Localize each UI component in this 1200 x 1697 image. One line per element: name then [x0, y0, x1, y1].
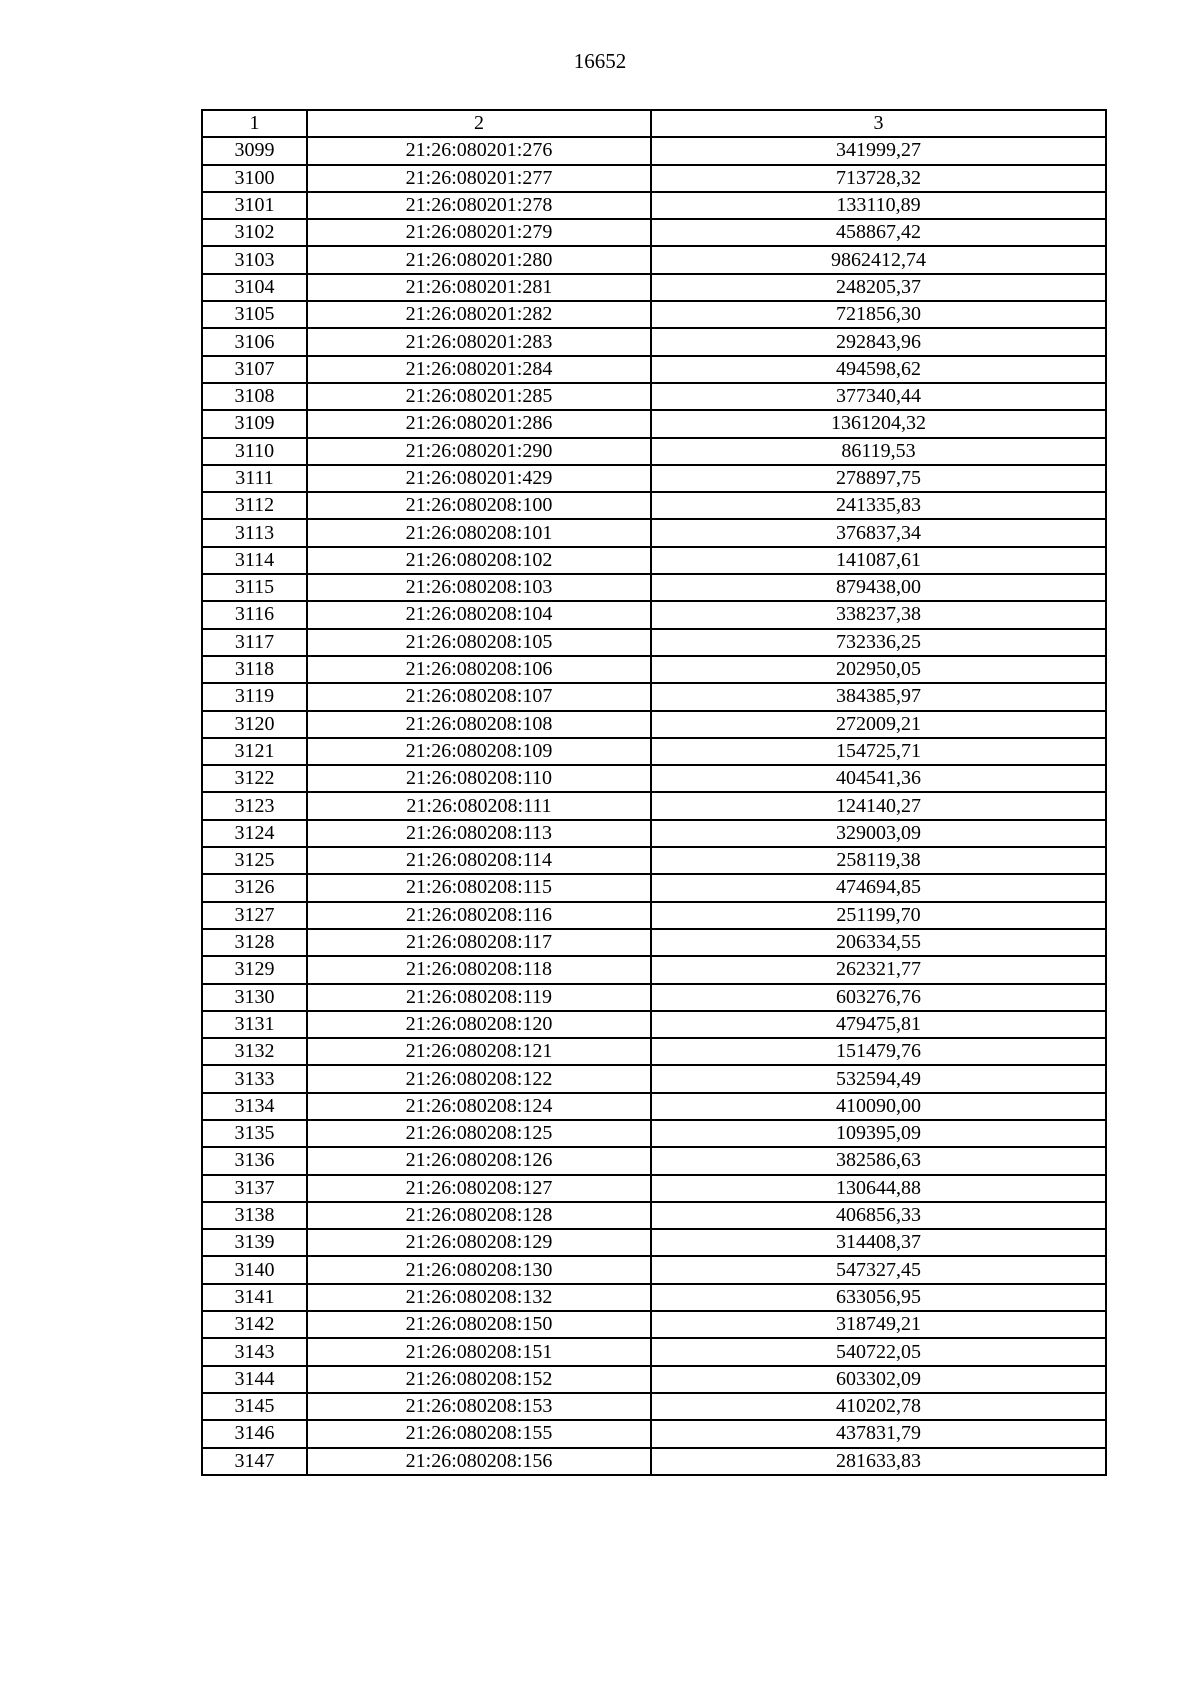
cell-cadastral-number: 21:26:080208:150 [307, 1311, 651, 1338]
cell-cadastral-number: 21:26:080208:114 [307, 847, 651, 874]
column-header-3: 3 [651, 110, 1106, 137]
cell-row-number: 3142 [202, 1311, 307, 1338]
cell-row-number: 3135 [202, 1120, 307, 1147]
cell-value: 547327,45 [651, 1256, 1106, 1283]
cell-cadastral-number: 21:26:080208:120 [307, 1011, 651, 1038]
cell-cadastral-number: 21:26:080208:118 [307, 956, 651, 983]
cell-value: 314408,37 [651, 1229, 1106, 1256]
cell-row-number: 3115 [202, 574, 307, 601]
table-row [202, 820, 1106, 847]
table-row [202, 137, 1106, 164]
table-row [202, 1311, 1106, 1338]
cell-row-number: 3117 [202, 629, 307, 656]
cell-cadastral-number: 21:26:080208:122 [307, 1065, 651, 1092]
table-row [202, 1338, 1106, 1365]
cell-value: 241335,83 [651, 492, 1106, 519]
data-table [201, 109, 1107, 1476]
cell-cadastral-number: 21:26:080201:278 [307, 192, 651, 219]
table-row [202, 328, 1106, 355]
cell-value: 206334,55 [651, 929, 1106, 956]
cell-value: 721856,30 [651, 301, 1106, 328]
cell-cadastral-number: 21:26:080201:282 [307, 301, 651, 328]
cell-row-number: 3134 [202, 1093, 307, 1120]
cell-row-number: 3127 [202, 902, 307, 929]
cell-value: 406856,33 [651, 1202, 1106, 1229]
cell-value: 133110,89 [651, 192, 1106, 219]
cell-row-number: 3104 [202, 274, 307, 301]
cell-value: 130644,88 [651, 1175, 1106, 1202]
cell-cadastral-number: 21:26:080208:125 [307, 1120, 651, 1147]
cell-value: 382586,63 [651, 1147, 1106, 1174]
cell-row-number: 3120 [202, 711, 307, 738]
cell-cadastral-number: 21:26:080201:283 [307, 328, 651, 355]
table-row [202, 492, 1106, 519]
table-row [202, 1120, 1106, 1147]
table-row [202, 1284, 1106, 1311]
table-row [202, 574, 1106, 601]
cell-value: 341999,27 [651, 137, 1106, 164]
cell-value: 474694,85 [651, 874, 1106, 901]
cell-value: 258119,38 [651, 847, 1106, 874]
cell-value: 281633,83 [651, 1448, 1106, 1475]
table-row [202, 301, 1106, 328]
cell-cadastral-number: 21:26:080208:129 [307, 1229, 651, 1256]
cell-row-number: 3105 [202, 301, 307, 328]
cell-cadastral-number: 21:26:080201:277 [307, 165, 651, 192]
cell-cadastral-number: 21:26:080208:108 [307, 711, 651, 738]
table-row [202, 165, 1106, 192]
cell-value: 603276,76 [651, 984, 1106, 1011]
table-row [202, 1366, 1106, 1393]
cell-cadastral-number: 21:26:080208:102 [307, 547, 651, 574]
cell-cadastral-number: 21:26:080201:429 [307, 465, 651, 492]
page-number: 16652 [573, 49, 627, 73]
cell-value: 540722,05 [651, 1338, 1106, 1365]
cell-value: 124140,27 [651, 792, 1106, 819]
cell-cadastral-number: 21:26:080208:152 [307, 1366, 651, 1393]
cell-row-number: 3139 [202, 1229, 307, 1256]
cell-cadastral-number: 21:26:080201:281 [307, 274, 651, 301]
cell-row-number: 3111 [202, 465, 307, 492]
cell-cadastral-number: 21:26:080208:107 [307, 683, 651, 710]
table-row [202, 711, 1106, 738]
cell-row-number: 3113 [202, 519, 307, 546]
table-row [202, 874, 1106, 901]
cell-value: 404541,36 [651, 765, 1106, 792]
cell-value: 109395,09 [651, 1120, 1106, 1147]
cell-row-number: 3124 [202, 820, 307, 847]
cell-value: 86119,53 [651, 438, 1106, 465]
cell-row-number: 3114 [202, 547, 307, 574]
table-row [202, 902, 1106, 929]
cell-row-number: 3146 [202, 1420, 307, 1447]
cell-row-number: 3143 [202, 1338, 307, 1365]
table-body [202, 137, 1106, 1475]
cell-value: 458867,42 [651, 219, 1106, 246]
cell-value: 732336,25 [651, 629, 1106, 656]
cell-row-number: 3121 [202, 738, 307, 765]
cell-value: 410202,78 [651, 1393, 1106, 1420]
cell-row-number: 3100 [202, 165, 307, 192]
table-row [202, 1175, 1106, 1202]
cell-cadastral-number: 21:26:080208:117 [307, 929, 651, 956]
cell-cadastral-number: 21:26:080208:111 [307, 792, 651, 819]
table-row [202, 1038, 1106, 1065]
cell-row-number: 3128 [202, 929, 307, 956]
table-row [202, 519, 1106, 546]
cell-cadastral-number: 21:26:080208:151 [307, 1338, 651, 1365]
cell-cadastral-number: 21:26:080208:126 [307, 1147, 651, 1174]
cell-cadastral-number: 21:26:080201:286 [307, 410, 651, 437]
table-row [202, 1448, 1106, 1475]
table-row [202, 956, 1106, 983]
cell-cadastral-number: 21:26:080208:124 [307, 1093, 651, 1120]
cell-cadastral-number: 21:26:080201:290 [307, 438, 651, 465]
table-row [202, 1011, 1106, 1038]
cell-row-number: 3102 [202, 219, 307, 246]
cell-row-number: 3132 [202, 1038, 307, 1065]
cell-value: 272009,21 [651, 711, 1106, 738]
cell-row-number: 3103 [202, 246, 307, 273]
cell-value: 713728,32 [651, 165, 1106, 192]
cell-value: 251199,70 [651, 902, 1106, 929]
cell-row-number: 3118 [202, 656, 307, 683]
cell-value: 262321,77 [651, 956, 1106, 983]
cell-row-number: 3138 [202, 1202, 307, 1229]
cell-cadastral-number: 21:26:080208:103 [307, 574, 651, 601]
table-row [202, 1202, 1106, 1229]
cell-value: 154725,71 [651, 738, 1106, 765]
cell-cadastral-number: 21:26:080208:106 [307, 656, 651, 683]
cell-row-number: 3108 [202, 383, 307, 410]
cell-row-number: 3106 [202, 328, 307, 355]
cell-cadastral-number: 21:26:080208:155 [307, 1420, 651, 1447]
cell-row-number: 3107 [202, 356, 307, 383]
table-row [202, 629, 1106, 656]
table-row [202, 1147, 1106, 1174]
cell-value: 141087,61 [651, 547, 1106, 574]
cell-row-number: 3099 [202, 137, 307, 164]
cell-row-number: 3137 [202, 1175, 307, 1202]
cell-row-number: 3131 [202, 1011, 307, 1038]
cell-row-number: 3125 [202, 847, 307, 874]
table-row [202, 465, 1106, 492]
table-row [202, 192, 1106, 219]
table-row [202, 438, 1106, 465]
cell-row-number: 3130 [202, 984, 307, 1011]
cell-value: 603302,09 [651, 1366, 1106, 1393]
table-row [202, 274, 1106, 301]
cell-row-number: 3119 [202, 683, 307, 710]
table-row [202, 1229, 1106, 1256]
cell-value: 329003,09 [651, 820, 1106, 847]
table-row [202, 929, 1106, 956]
table-row [202, 683, 1106, 710]
cell-row-number: 3133 [202, 1065, 307, 1092]
column-header-1: 1 [202, 110, 307, 137]
table-row [202, 383, 1106, 410]
cell-cadastral-number: 21:26:080208:100 [307, 492, 651, 519]
table-header-row [202, 110, 1106, 137]
cell-row-number: 3123 [202, 792, 307, 819]
cell-cadastral-number: 21:26:080208:101 [307, 519, 651, 546]
cell-value: 9862412,74 [651, 246, 1106, 273]
table-row [202, 1393, 1106, 1420]
cell-row-number: 3141 [202, 1284, 307, 1311]
cell-cadastral-number: 21:26:080208:156 [307, 1448, 651, 1475]
cell-row-number: 3112 [202, 492, 307, 519]
cell-value: 384385,97 [651, 683, 1106, 710]
cell-value: 410090,00 [651, 1093, 1106, 1120]
cell-value: 292843,96 [651, 328, 1106, 355]
cell-cadastral-number: 21:26:080208:116 [307, 902, 651, 929]
table-row [202, 246, 1106, 273]
cell-value: 278897,75 [651, 465, 1106, 492]
cell-value: 494598,62 [651, 356, 1106, 383]
table-row [202, 847, 1106, 874]
table-row [202, 1256, 1106, 1283]
cell-row-number: 3109 [202, 410, 307, 437]
cell-row-number: 3129 [202, 956, 307, 983]
cell-cadastral-number: 21:26:080208:127 [307, 1175, 651, 1202]
cell-cadastral-number: 21:26:080208:113 [307, 820, 651, 847]
table-row [202, 765, 1106, 792]
cell-value: 479475,81 [651, 1011, 1106, 1038]
cell-cadastral-number: 21:26:080201:276 [307, 137, 651, 164]
cell-cadastral-number: 21:26:080201:279 [307, 219, 651, 246]
cell-row-number: 3110 [202, 438, 307, 465]
cell-value: 633056,95 [651, 1284, 1106, 1311]
cell-cadastral-number: 21:26:080208:132 [307, 1284, 651, 1311]
cell-value: 338237,38 [651, 601, 1106, 628]
cell-row-number: 3147 [202, 1448, 307, 1475]
cell-value: 202950,05 [651, 656, 1106, 683]
cell-cadastral-number: 21:26:080208:115 [307, 874, 651, 901]
cell-row-number: 3145 [202, 1393, 307, 1420]
cell-cadastral-number: 21:26:080201:280 [307, 246, 651, 273]
cell-row-number: 3126 [202, 874, 307, 901]
column-header-2: 2 [307, 110, 651, 137]
cell-value: 377340,44 [651, 383, 1106, 410]
cell-row-number: 3140 [202, 1256, 307, 1283]
cell-row-number: 3122 [202, 765, 307, 792]
cell-value: 1361204,32 [651, 410, 1106, 437]
table-row [202, 738, 1106, 765]
cell-cadastral-number: 21:26:080208:130 [307, 1256, 651, 1283]
table-row [202, 984, 1106, 1011]
cell-value: 532594,49 [651, 1065, 1106, 1092]
cell-cadastral-number: 21:26:080208:121 [307, 1038, 651, 1065]
cell-value: 879438,00 [651, 574, 1106, 601]
cell-value: 248205,37 [651, 274, 1106, 301]
cell-value: 437831,79 [651, 1420, 1106, 1447]
cell-cadastral-number: 21:26:080208:110 [307, 765, 651, 792]
table-row [202, 1420, 1106, 1447]
table-row [202, 356, 1106, 383]
cell-value: 376837,34 [651, 519, 1106, 546]
table-row [202, 601, 1106, 628]
cell-cadastral-number: 21:26:080208:105 [307, 629, 651, 656]
cell-cadastral-number: 21:26:080201:285 [307, 383, 651, 410]
cell-value: 151479,76 [651, 1038, 1106, 1065]
table-row [202, 792, 1106, 819]
table-row [202, 656, 1106, 683]
cell-cadastral-number: 21:26:080208:119 [307, 984, 651, 1011]
cell-cadastral-number: 21:26:080208:104 [307, 601, 651, 628]
cell-cadastral-number: 21:26:080208:153 [307, 1393, 651, 1420]
table-row [202, 547, 1106, 574]
cell-value: 318749,21 [651, 1311, 1106, 1338]
cell-row-number: 3116 [202, 601, 307, 628]
cell-row-number: 3101 [202, 192, 307, 219]
cell-row-number: 3136 [202, 1147, 307, 1174]
table-row [202, 1065, 1106, 1092]
cell-cadastral-number: 21:26:080201:284 [307, 356, 651, 383]
table-row [202, 410, 1106, 437]
table-row [202, 1093, 1106, 1120]
cell-row-number: 3144 [202, 1366, 307, 1393]
cell-cadastral-number: 21:26:080208:109 [307, 738, 651, 765]
table-row [202, 219, 1106, 246]
cell-cadastral-number: 21:26:080208:128 [307, 1202, 651, 1229]
